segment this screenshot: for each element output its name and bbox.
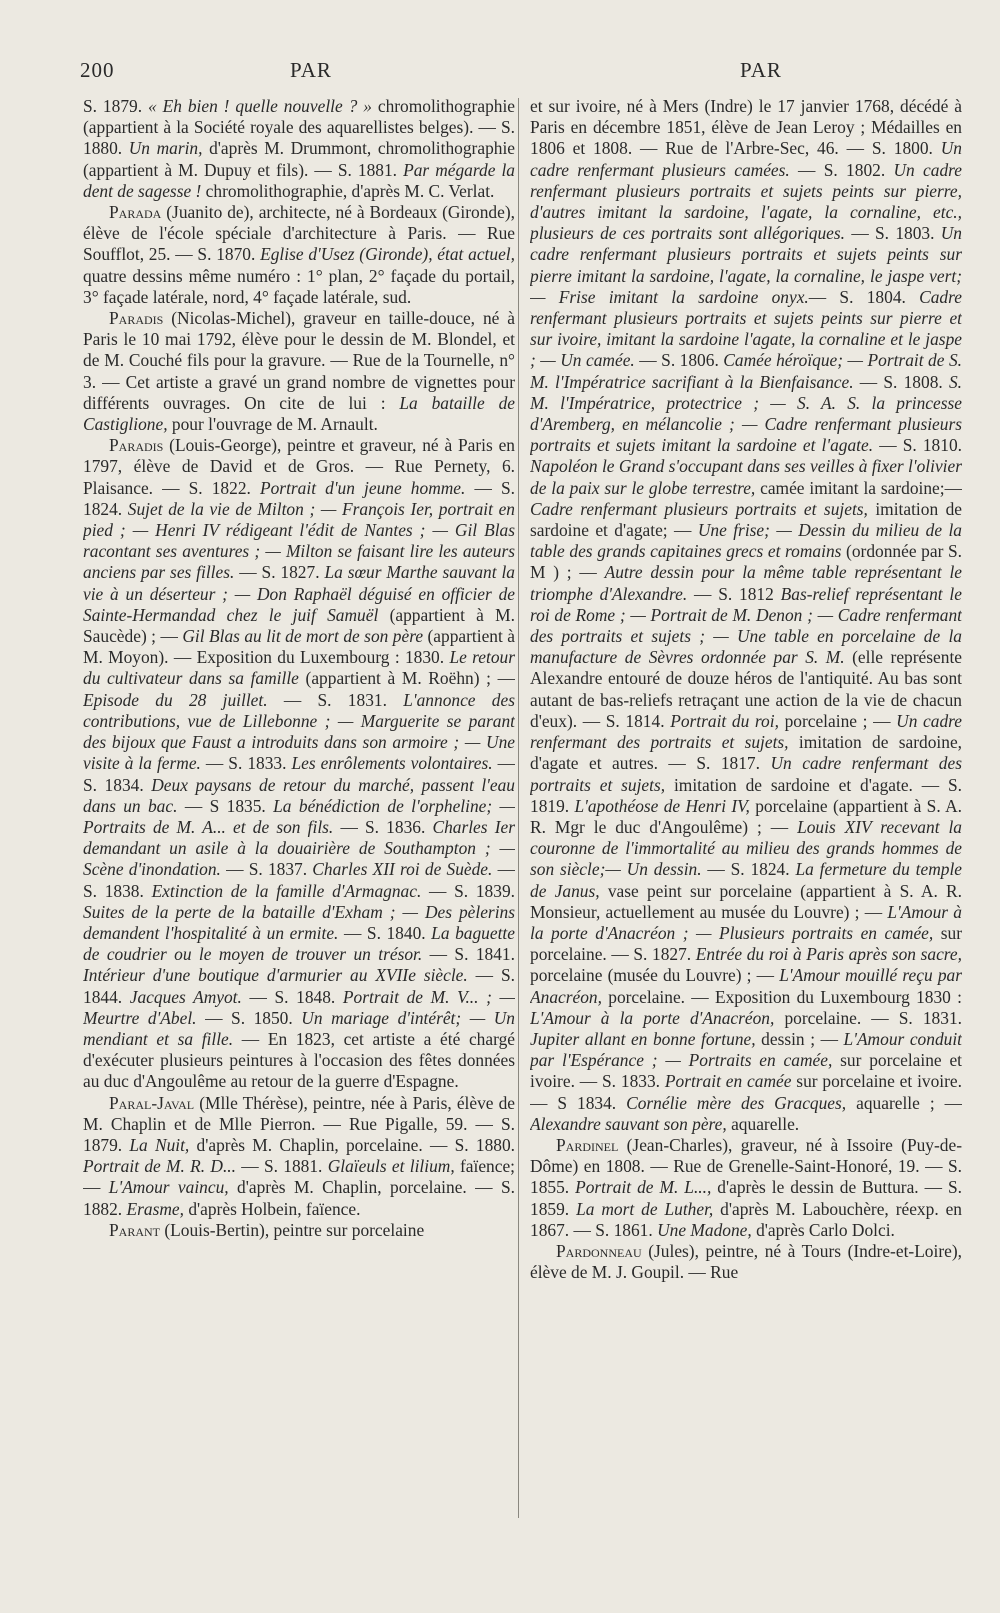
left-running-head: PAR — [290, 58, 332, 82]
entry-paral-javal: Paral-Javal (Mlle Thérèse), peintre, née à Paris, élève de M. Chaplin et de Mlle Pierron. — Rue Pigalle, 59. — S. 1879. La Nuit, d'après M. Chaplin, porcelaine. — S. 1880. Portrait de M. R. D... — S. 1881. Glaïeuls et lilium, faïence; — L'Amour vaincu, d'après M. Chaplin, porcelaine. — S. 1882. Erasme, d'après Holbein, faïence. — [83, 1092, 515, 1219]
entry-parada: Parada (Juanito de), architecte, né à Bordeaux (Gironde), élève de l'école spéciale d'architecture à Paris. — Rue Soufflot, 25. — S. 1870. Eglise d'Usez (Gironde), état actuel, quatre dessins même numéro : 1° plan, 2° façade du portail, 3° façade latérale, nord, 4° façade latérale, sud. — [83, 202, 515, 307]
entry-continuation: S. 1879. « Eh bien ! quelle nouvelle ? » chromolithographie (appartient à la Société royale des aquarellistes belges). — S. 1880. Un marin, d'après M. Drummont, chromolithographie (appartient à M. Dupuy et fils). — S. 1881. Par mégarde la dent de sagesse ! chromolithographie, d'après M. C. Verlat. — [83, 96, 515, 201]
entry-name: Pardonneau — [556, 1240, 642, 1261]
entry-paradis-louis-george: Paradis (Louis-George), peintre et graveur, né à Paris en 1797, élève de David et de Gros. — Rue Pernety, 6. Plaisance. — S. 1822. Portrait d'un jeune homme. — S. 1824. Sujet de la vie de Milton ; — François Ier, portrait en pied ; — Henri IV rédigeant l'édit de Nantes ; — Gil Blas racontant ses aventures ; — Milton se faisant lire les auteurs anciens par ses filles. — S. 1827. La sœur Marthe sauvant la vie à un déserteur ; — Don Raphaël déguisé en officier de Sainte-Hermandad chez le juif Samuël (appartient à M. Saucède) ; — Gil Blas au lit de mort de son père (appartient à M. Moyon). — Exposition du Luxembourg : 1830. Le retour du cultivateur dans sa famille (appartient à M. Roëhn) ; — Episode du 28 juillet. — S. 1831. L'annonce des contributions, vue de Lillebonne ; — Marguerite se parant des bijoux que Faust a introduits dans son armoire ; — Une visite à la ferme. — S. 1833. Les enrôlements volontaires. — S. 1834. Deux paysans de retour du marché, passent l'eau dans un bac. — S 1835. La bénédiction de l'orpheline; — Portraits de M. A... et de son fils. — S. 1836. Charles Ier demandant un asile à la douairière de Southampton ; — Scène d'inondation. — S. 1837. Charles XII roi de Suède. — S. 1838. Extinction de la famille d'Armagnac. — S. 1839. Suites de la perte de la bataille d'Exham ; — Des pèlerins demandent l'hospitalité à un ermite. — S. 1840. La baguette de coudrier ou le moyen de trouver un trésor. — S. 1841. Intérieur d'une boutique d'armurier au XVIIe siècle. — S. 1844. Jacques Amyot. — S. 1848. Portrait de M. V... ; — Meurtre d'Abel. — S. 1850. Un mariage d'intérêt; — Un mendiant et sa fille. — En 1823, cet artiste a été chargé d'exécuter plusieurs peintures à l'occasion des fêtes données au duc d'Angoulême au retour de la guerre d'Espagne. — [83, 435, 515, 1092]
left-column — [83, 96, 515, 1516]
running-header — [80, 58, 946, 88]
entry-name: Paral-Javal — [109, 1092, 195, 1113]
entry-parant-continuation: et sur ivoire, né à Mers (Indre) le 17 janvier 1768, décédé à Paris en décembre 1851, élève de Jean Leroy ; Médailles en 1806 et 1808. — Rue de l'Arbre-Sec, 46. — S. 1800. Un cadre renfermant plusieurs camées. — S. 1802. Un cadre renfermant plusieurs portraits et sujets peints sur pierre, d'autres imitant la sardoine, l'agate, la cornaline, etc., plusieurs de ces portraits sont allégoriques. — S. 1803. Un cadre renfermant plusieurs portraits et sujets peints sur pierre imitant la sardoine, l'agate, la cornaline, le jaspe vert; — Frise imitant la sardoine onyx.— S. 1804. Cadre renfermant plusieurs portraits et sujets peints sur pierre et sur ivoire, imitant la sardoine l'agate, la cornaline et le jaspe ; — Un camée. — S. 1806. Camée héroïque; — Portrait de S. M. l'Impératrice sacrifiant à la Bienfaisance. — S. 1808. S. M. l'Impératrice, protectrice ; — S. A. S. la princesse d'Aremberg, en mélancolie ; — Cadre renfermant plusieurs portraits et sujets imitant la sardoine et l'agate. — S. 1810. Napoléon le Grand s'occupant dans ses veilles à fixer l'olivier de la paix sur le globe terrestre, camée imitant la sardoine;— Cadre renfermant plusieurs portraits et sujets, imitation de sardoine et d'agate; — Une frise; — Dessin du milieu de la table des grands capitaines grecs et romains (ordonnée par S. M ) ; — Autre dessin pour la même table représentant le triomphe d'Alexandre. — S. 1812 Bas-relief représentant le roi de Rome ; — Portrait de M. Denon ; — Cadre renfermant des portraits et sujets ; — Une table en porcelaine de la manufacture de Sèvres ordonnée par S. M. (elle représente Alexandre entouré de douze héros de l'antiquité. Au bas sont autant de bas-reliefs retraçant une action de la vie de chacun d'eux). — S. 1814. Portrait du roi, porcelaine ; — Un cadre renfermant des portraits et sujets, imitation de sardoine, d'agate et autres. — S. 1817. Un cadre renfermant des portraits et sujets, imitation de sardoine et d'agate. — S. 1819. L'apothéose de Henri IV, porcelaine (appartient à S. A. R. Mgr le duc d'Angoulême) ; — Louis XIV recevant la couronne de l'immortalité au milieu des grands hommes de son siècle;— Un dessin. — S. 1824. La fermeture du temple de Janus, vase peint sur porcelaine (appartient à S. A. R. Monsieur, actuellement au musée du Louvre) ; — L'Amour à la porte d'Anacréon ; — Plusieurs portraits en camée, sur porcelaine. — S. 1827. Entrée du roi à Paris après son sacre, porcelaine (musée du Louvre) ; — L'Amour mouillé reçu par Anacréon, porcelaine. — Exposition du Luxembourg 1830 : L'Amour à la porte d'Anacréon, porcelaine. — S. 1831. Jupiter allant en bonne fortune, dessin ; — L'Amour conduit par l'Espérance ; — Portraits en camée, sur porcelaine et ivoire. — S. 1833. Portrait en camée sur porcelaine et ivoire. — S 1834. Cornélie mère des Gracques, aquarelle ; — Alexandre sauvant son père, aquarelle. — [530, 96, 962, 1134]
entry-pardinel: Pardinel (Jean-Charles), graveur, né à Issoire (Puy-de-Dôme) en 1808. — Rue de Grenelle-Saint-Honoré, 19. — S. 1855. Portrait de M. L..., d'après le dessin de Buttura. — S. 1859. La mort de Luther, d'après M. Labouchère, réexp. en 1867. — S. 1861. Une Madone, d'après Carlo Dolci. — [530, 1134, 962, 1240]
right-column — [530, 96, 962, 1516]
entry-pardonneau: Pardonneau (Jules), peintre, né à Tours (Indre-et-Loire), élève de M. J. Goupil. — Rue — [530, 1240, 962, 1283]
entry-name: Parant — [109, 1219, 161, 1240]
entry-name: Paradis — [109, 435, 164, 456]
right-running-head: PAR — [740, 58, 782, 82]
page-number: 200 — [80, 58, 115, 82]
entry-name: Paradis — [109, 308, 164, 329]
entry-paradis-nicolas-michel: Paradis (Nicolas-Michel), graveur en taille-douce, né à Paris le 10 mai 1792, élève pour le dessin de M. Blondel, et de M. Couché fils pour la gravure. — Rue de la Tournelle, n° 3. — Cet artiste a gravé un grand nombre de vignettes pour différents ouvrages. On cite de lui : La bataille de Castiglione, pour l'ouvrage de M. Arnault. — [83, 308, 515, 435]
entry-name: Parada — [109, 202, 162, 223]
column-divider — [518, 98, 519, 1518]
entry-name: Pardinel — [556, 1134, 619, 1155]
entry-parant: Parant (Louis-Bertin), peintre sur porcelaine — [109, 1219, 425, 1240]
